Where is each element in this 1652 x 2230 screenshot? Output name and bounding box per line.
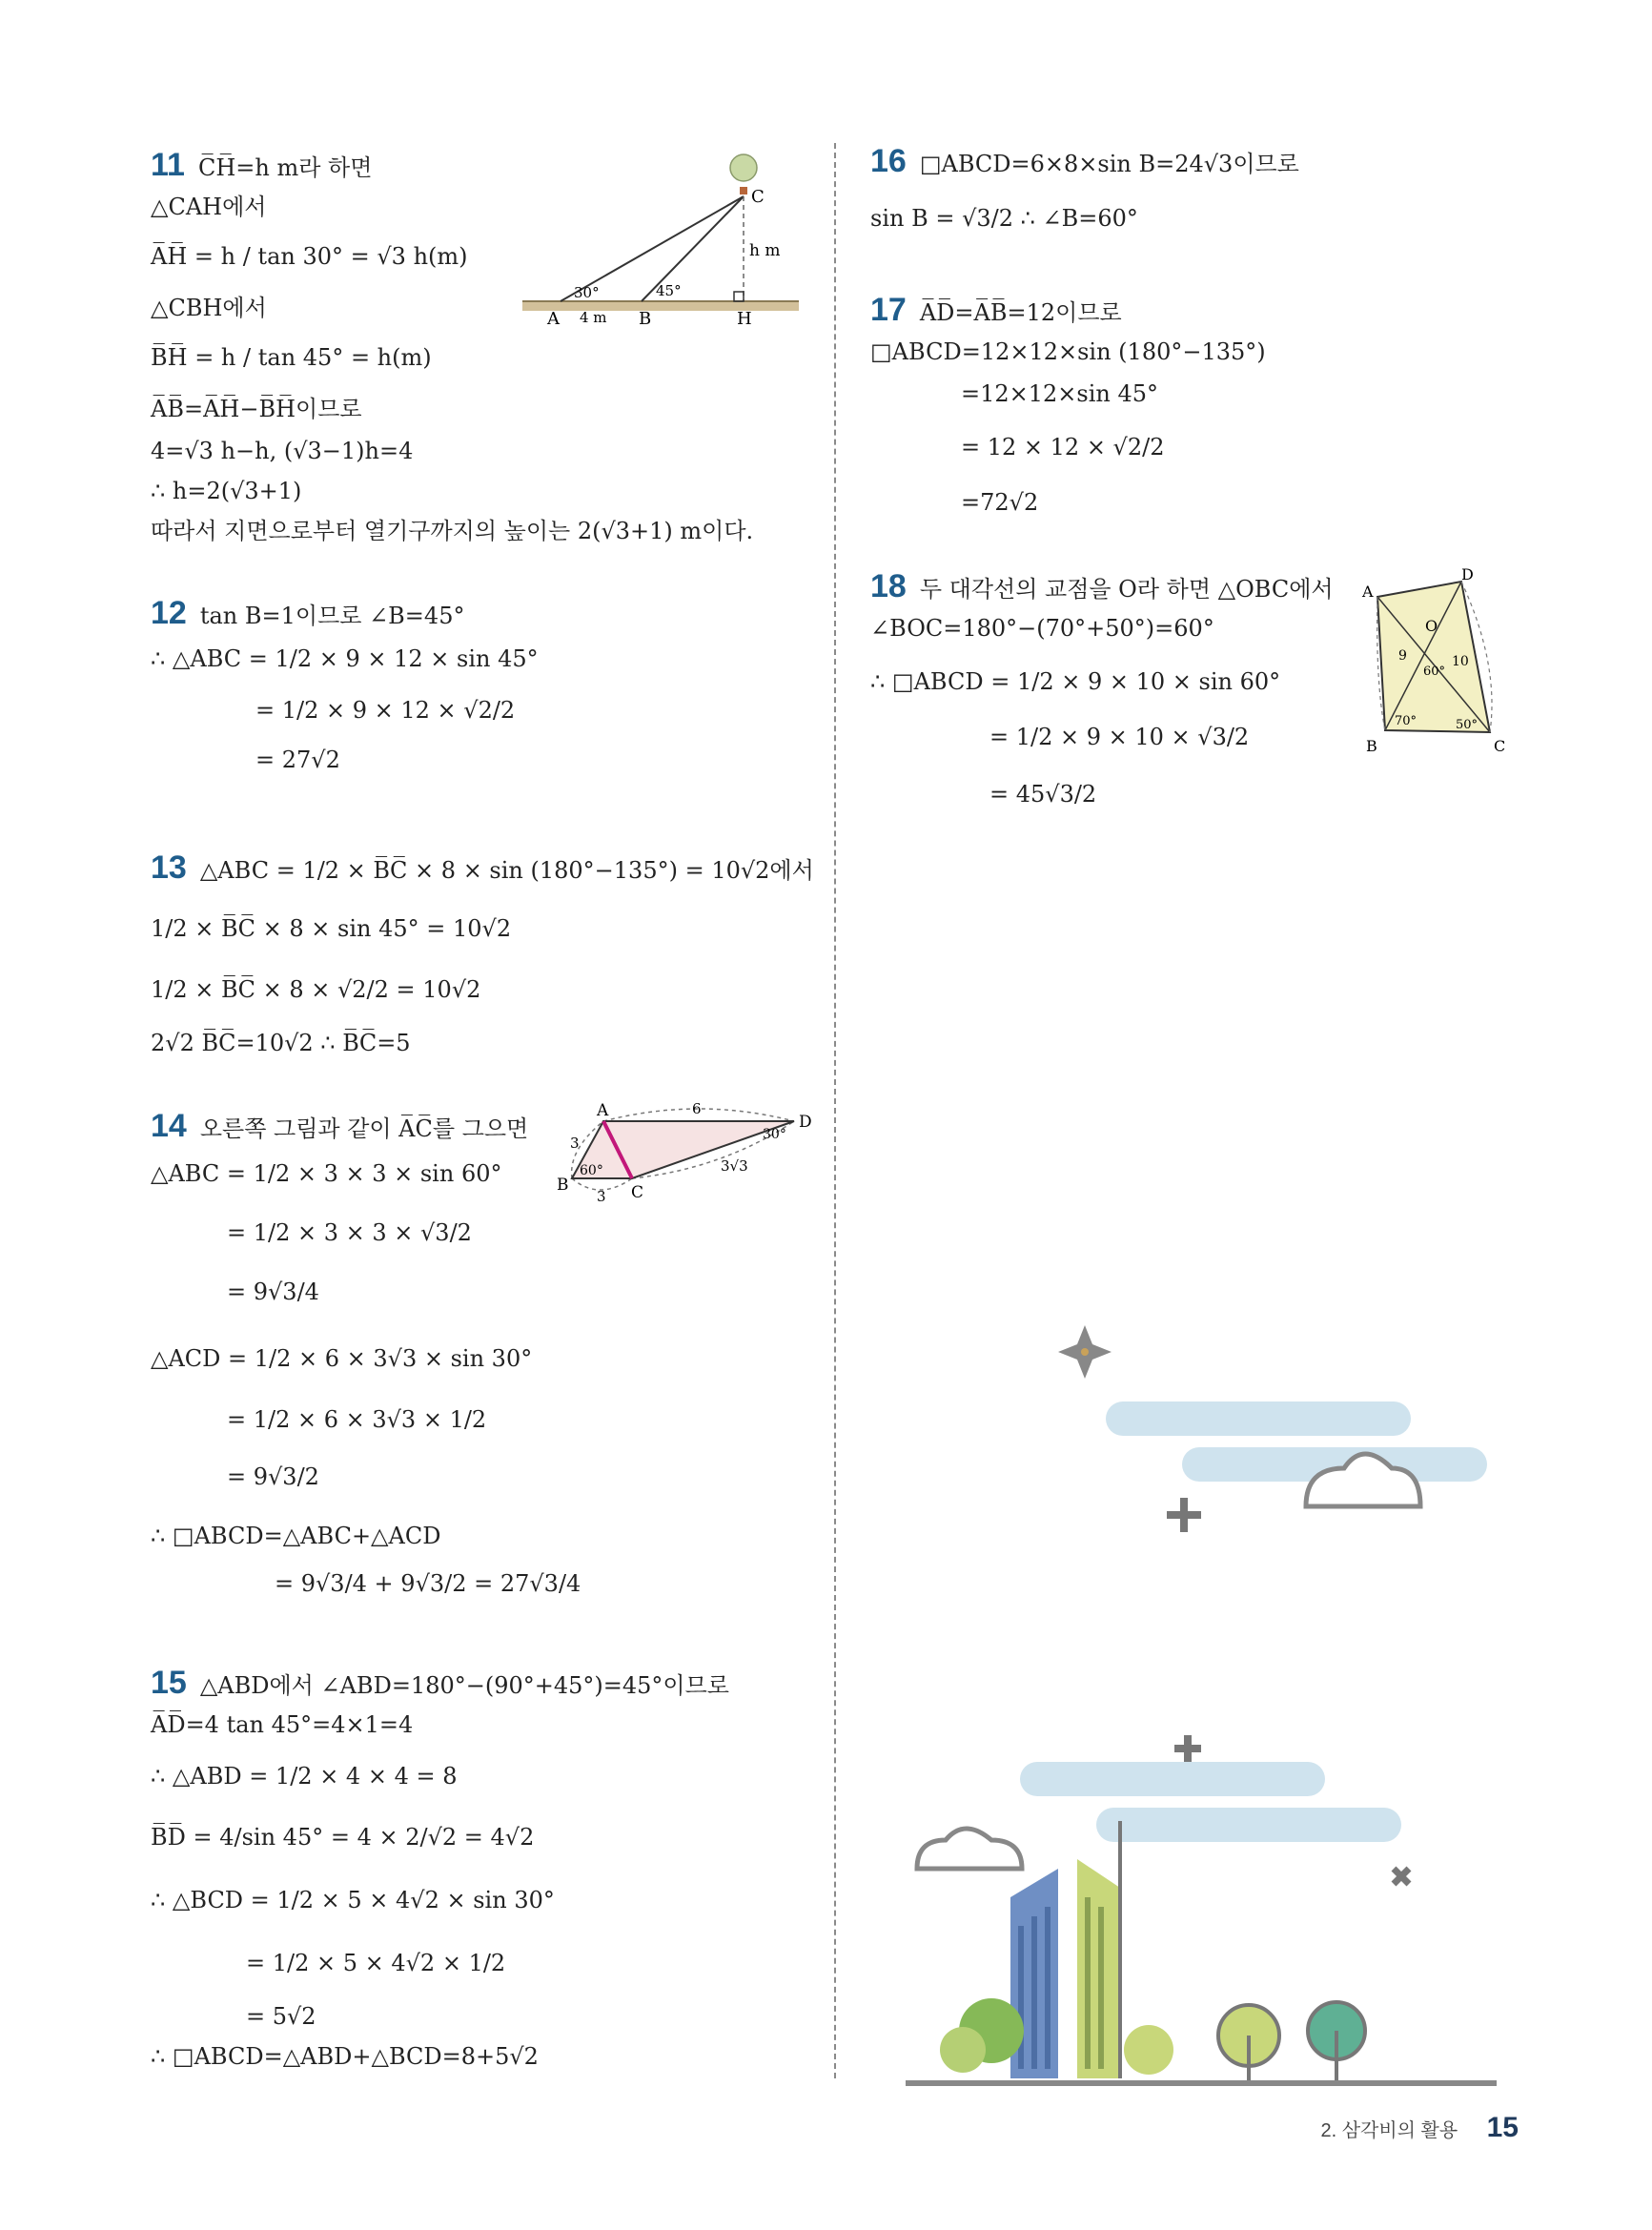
problem-number: 14 [151, 1108, 187, 1144]
solution-line: B̅D̅ = 4/sin 45° = 4 × 2/√2 = 4√2 [151, 1824, 535, 1851]
problem-number: 17 [870, 292, 907, 328]
solution-line: = 27√2 [255, 747, 340, 773]
solution-line: = 45√3/2 [989, 781, 1097, 808]
tree-icon [1124, 2025, 1173, 2075]
solution-line: =72√2 [961, 489, 1039, 516]
page-footer [1320, 2112, 1519, 2144]
solution-line: C̅H̅=h m라 하면 [197, 154, 373, 181]
cloud-shape [1106, 1401, 1411, 1436]
label-angle-b: 70° [1395, 714, 1417, 728]
solution-line: A̅H̅ = h / tan 30° = √3 h(m) [151, 243, 468, 270]
problem-number: 16 [870, 143, 907, 179]
solution-line: = 12 × 12 × √2/2 [961, 434, 1165, 460]
label-angle-b: 45° [656, 282, 682, 299]
solution-line: △CAH에서 [151, 194, 267, 220]
label-ten: 10 [1452, 654, 1469, 669]
label-three-bottom: 3 [597, 1188, 606, 1205]
label-distance: 4 m [580, 309, 607, 326]
label-angle-a: 30° [574, 284, 600, 301]
solution-line: 따라서 지면으로부터 열기구까지의 높이는 2(√3+1) m이다. [151, 518, 754, 544]
solution-line: A̅B̅=A̅H̅−B̅H̅이므로 [151, 396, 362, 422]
problem-number: 18 [870, 568, 907, 604]
solution-line: 2√2 B̅C̅=10√2 ∴ B̅C̅=5 [151, 1030, 411, 1056]
solution-line: = 9√3/4 + 9√3/2 = 27√3/4 [275, 1570, 581, 1597]
label-three-left: 3 [570, 1135, 580, 1152]
quadrilateral [1377, 582, 1490, 732]
solution-line: 1/2 × B̅C̅ × 8 × √2/2 = 10√2 [151, 976, 481, 1003]
solution-line: ∴ □ABCD=△ABC+△ACD [151, 1523, 441, 1549]
solution-line: ∴ □ABCD = 1/2 × 9 × 10 × sin 60° [870, 668, 1281, 695]
column-divider [834, 143, 836, 2078]
solution-line: ∴ □ABCD=△ABD+△BCD=8+5√2 [151, 2043, 539, 2070]
label-b: B [557, 1176, 569, 1195]
plus-icon [1174, 1735, 1201, 1762]
problem-number: 13 [151, 849, 187, 886]
plus-icon [1167, 1498, 1201, 1532]
solution-line: ∴ △ABD = 1/2 × 4 × 4 = 8 [151, 1763, 458, 1790]
problem-number: 12 [151, 595, 187, 631]
label-height: h m [749, 241, 781, 260]
solution-line: ∴ △BCD = 1/2 × 5 × 4√2 × sin 30° [151, 1887, 555, 1913]
solution-line: △ACD = 1/2 × 6 × 3√3 × sin 30° [151, 1345, 533, 1372]
solution-line: = 1/2 × 3 × 3 × √3/2 [227, 1219, 472, 1246]
cloud-icon [917, 1829, 1022, 1869]
solution-line: ∴ △ABC = 1/2 × 9 × 12 × sin 45° [151, 645, 539, 672]
page-number: 15 [1486, 2112, 1519, 2143]
solution-line: ∠BOC=180°−(70°+50°)=60° [870, 615, 1214, 642]
parallelogram-figure [551, 1102, 827, 1236]
solution-line: A̅D̅=4 tan 45°=4×1=4 [151, 1711, 414, 1738]
label-h: H [737, 309, 752, 329]
solution-line: □ABCD=12×12×sin (180°−135°) [870, 338, 1266, 365]
quadrilateral [572, 1121, 794, 1178]
balloon-icon [730, 154, 757, 181]
close-icon [1394, 1869, 1409, 1884]
cloud-shape [1020, 1762, 1325, 1796]
solution-line: = 1/2 × 5 × 4√2 × 1/2 [246, 1950, 506, 1976]
label-nine: 9 [1398, 648, 1407, 664]
ground [522, 301, 799, 311]
label-angle-b: 60° [580, 1163, 603, 1178]
label-a: A [597, 1102, 609, 1120]
solution-line: =12×12×sin 45° [961, 380, 1159, 407]
label-c: C [751, 187, 765, 207]
label-c: C [1494, 737, 1506, 755]
solution-line: 4=√3 h−h, (√3−1)h=4 [151, 438, 414, 464]
label-angle-o: 60° [1423, 665, 1446, 679]
label-b: B [1366, 737, 1377, 755]
solution-line: 오른쪽 그림과 같이 A̅C̅를 그으면 [199, 1115, 529, 1142]
cloud-shape [1096, 1808, 1401, 1842]
solution-line: □ABCD=6×8×sin B=24√3이므로 [919, 151, 1299, 177]
label-three-root3: 3√3 [721, 1157, 748, 1175]
quadrilateral-figure [1356, 568, 1509, 759]
problem-number: 15 [151, 1665, 187, 1701]
solution-line: B̅H̅ = h / tan 45° = h(m) [151, 344, 432, 371]
city-illustration [896, 1325, 1506, 2088]
problem-number: 11 [151, 147, 185, 183]
label-angle-c: 50° [1456, 718, 1479, 732]
label-a: A [1362, 583, 1374, 601]
label-c: C [631, 1183, 644, 1202]
solution-line: A̅D̅=A̅B̅=12이므로 [919, 299, 1122, 326]
solution-line: 두 대각선의 교점을 O라 하면 △OBC에서 [919, 576, 1334, 603]
balloon-figure [522, 151, 808, 341]
solution-line: △CBH에서 [151, 295, 267, 321]
label-b: B [639, 309, 652, 329]
solution-line: sin B = √3/2 ∴ ∠B=60° [870, 205, 1138, 232]
solution-line: = 1/2 × 9 × 10 × √3/2 [989, 724, 1250, 750]
solution-line: = 9√3/4 [227, 1279, 319, 1305]
chapter-title: 2. 삼각비의 활용 [1320, 2120, 1458, 2141]
solution-line: △ABD에서 ∠ABD=180°−(90°+45°)=45°이므로 [199, 1672, 729, 1699]
solution-line: = 5√2 [246, 2003, 316, 2030]
solution-line: 1/2 × B̅C̅ × 8 × sin 45° = 10√2 [151, 915, 512, 942]
solution-line: △ABC = 1/2 × B̅C̅ × 8 × sin (180°−135°) = 10√2에서 [199, 857, 814, 884]
solution-line: = 9√3/2 [227, 1463, 319, 1490]
label-a: A [547, 309, 560, 329]
label-six: 6 [692, 1102, 702, 1117]
solution-line: = 1/2 × 6 × 3√3 × 1/2 [227, 1406, 487, 1433]
solution-line: ∴ h=2(√3+1) [151, 478, 302, 504]
label-d: D [1461, 568, 1474, 583]
solution-line: tan B=1이므로 ∠B=45° [199, 603, 465, 629]
solution-line: = 1/2 × 9 × 12 × √2/2 [255, 697, 516, 724]
label-angle-d: 30° [763, 1127, 786, 1142]
solution-line: △ABC = 1/2 × 3 × 3 × sin 60° [151, 1160, 502, 1187]
label-o: O [1425, 617, 1438, 635]
label-d: D [799, 1113, 812, 1132]
